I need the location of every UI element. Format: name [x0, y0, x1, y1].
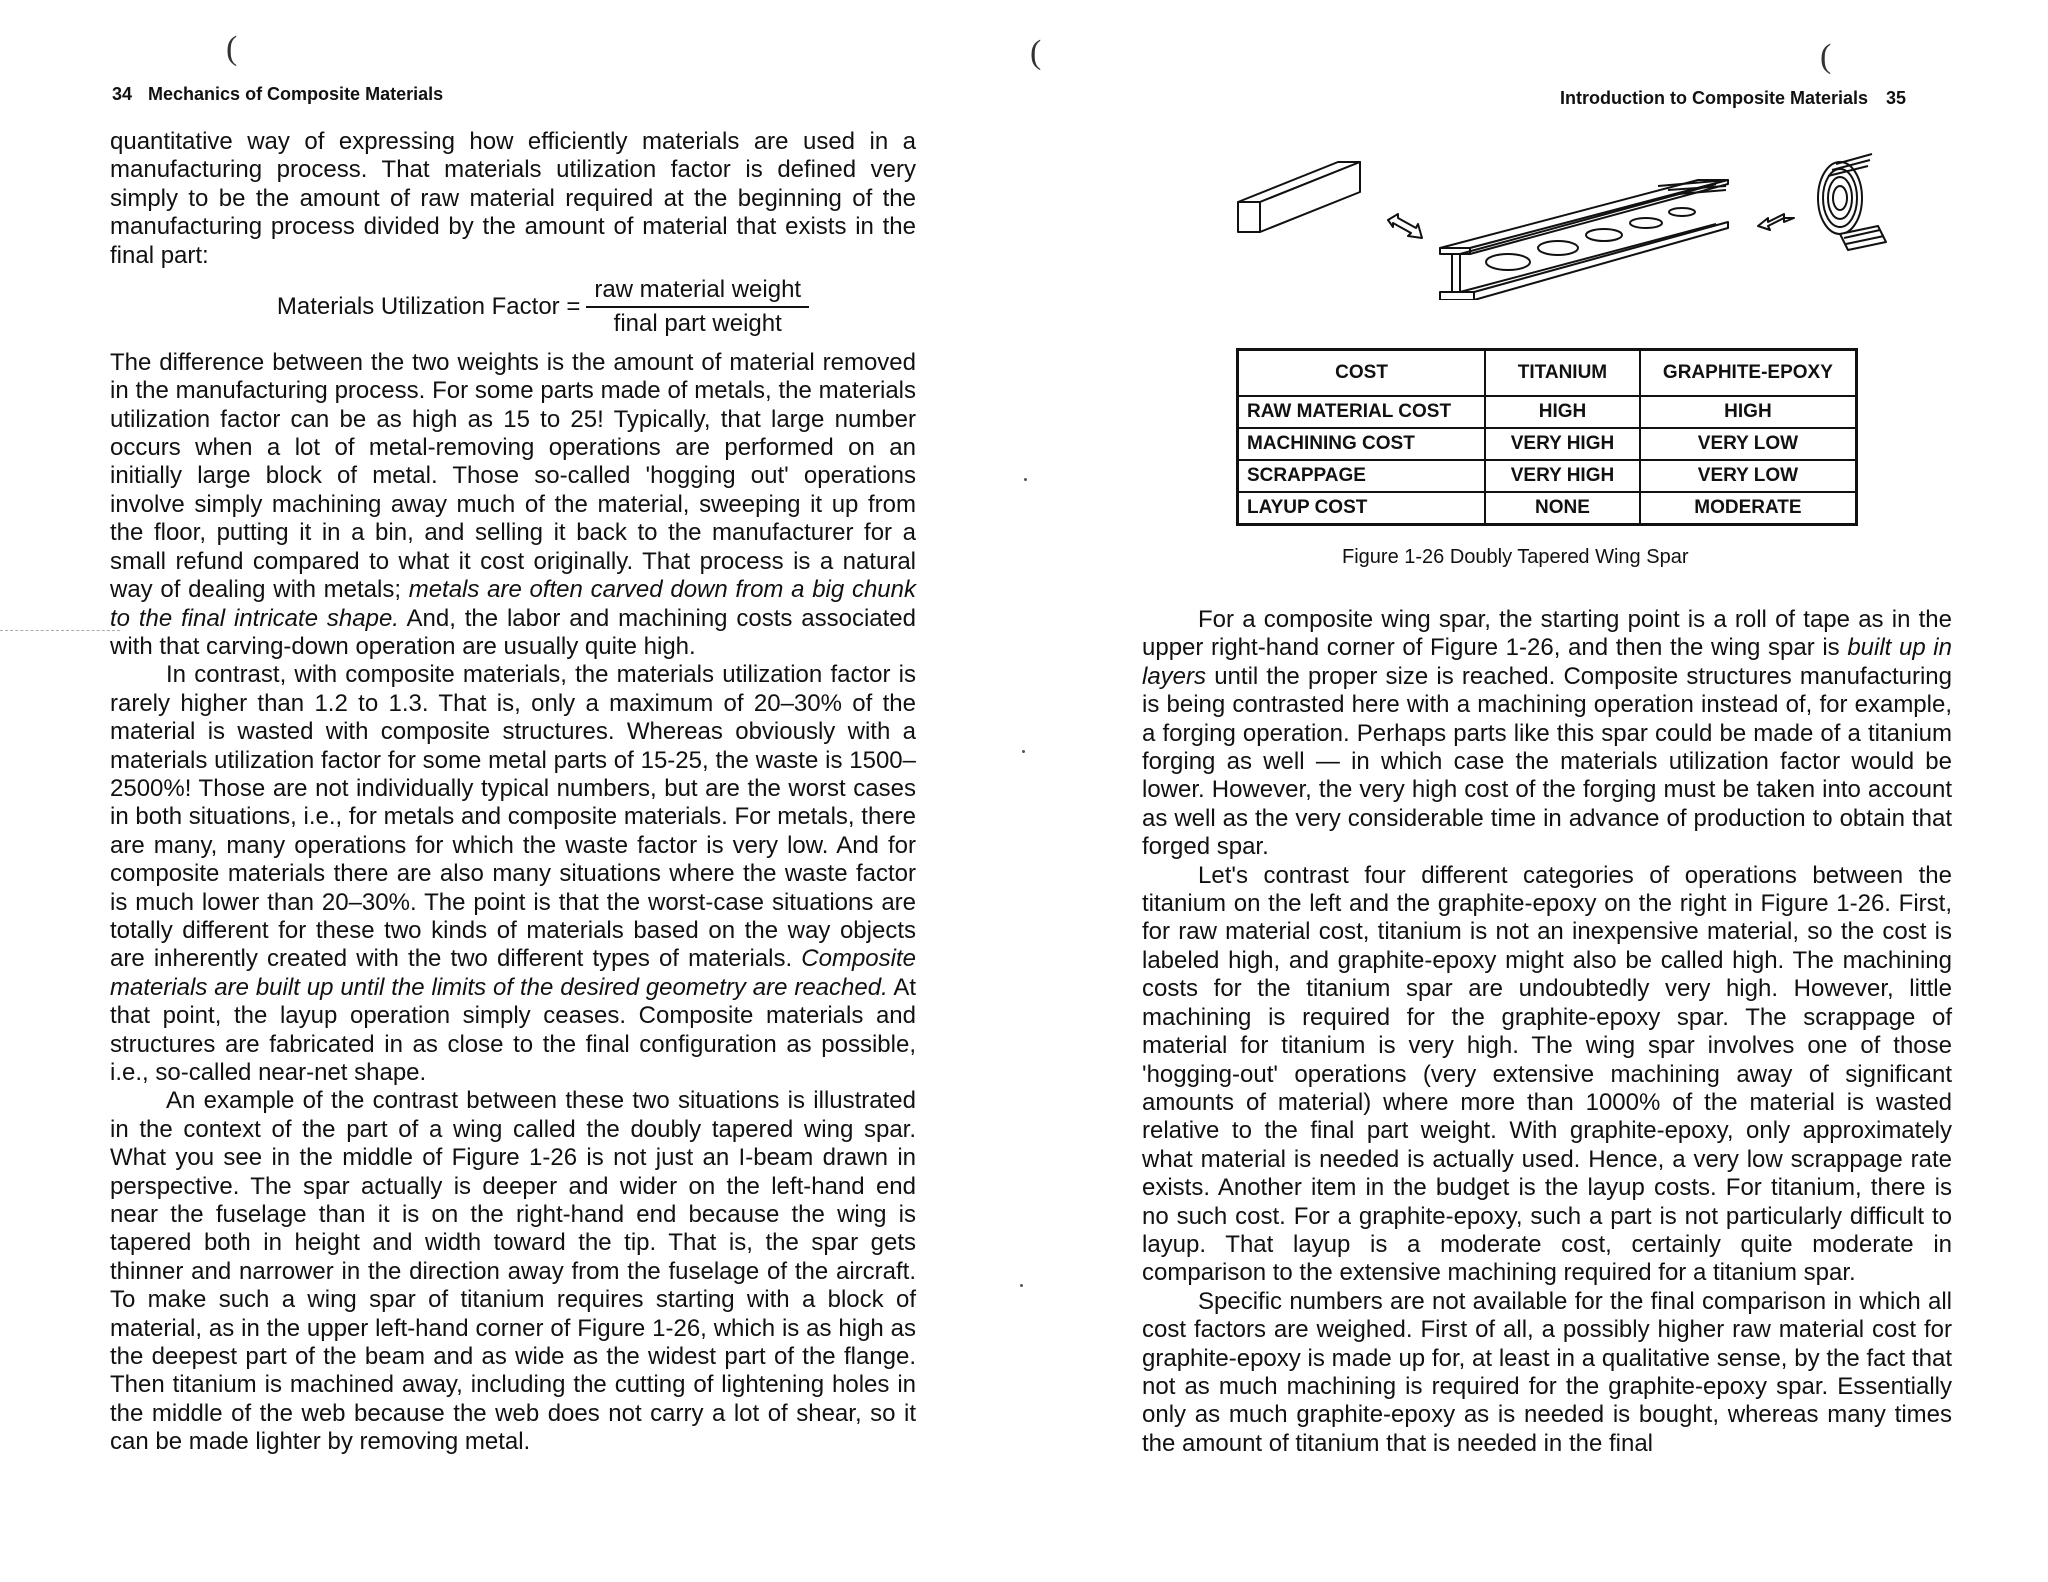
utilization-factor-formula: [110, 276, 916, 339]
arrow-left-icon: [1758, 214, 1794, 230]
table-header-cell: TITANIUM: [1485, 350, 1640, 397]
cost-comparison-table: [1236, 348, 1858, 526]
table-cell: VERY HIGH: [1485, 428, 1640, 460]
table-cell: SCRAPPAGE: [1238, 460, 1486, 492]
table-cell: NONE: [1485, 492, 1640, 525]
left-paragraph-3-text-b: At that point, the layup operation simply ceases. Composite materials and structures are fabricated in as close to the final configuration as possible, i.e., so-called near-net shape.: [110, 973, 916, 1086]
right-page-number: 35: [1886, 88, 1907, 108]
table-header-row: [1238, 350, 1857, 397]
right-paragraph-3: Specific numbers are not available for the final comparison in which all cost factors are weighed. First of all, a possibly higher raw material cost for graphite-epoxy is made up for, at least in a qualitative sense, by the fact that not as much machining is required for the graphite-epoxy spar. Essentially only as much graphite-epoxy as is needed is bought, whereas many times the amount of titanium that is needed in the final: [1142, 1287, 1952, 1457]
formula-fraction: [586, 276, 809, 339]
right-paragraph-2: Let's contrast four different categories of operations between the titanium on the left and the graphite-epoxy on the right in Figure 1-26. First, for raw material cost, titanium is not an inexpensive material, so the cost is labeled high, and graphite-epoxy might also be called high. The machining costs for the titanium spar are undoubtedly very high. However, little machining is required for the graphite-epoxy spar. The scrappage of material for titanium is very high. The wing spar involves one of those 'hogging-out' operations (very extensive machining away of significant amounts of material) where more than 1000% of the material is wasted relative to the final part weight. With graphite-epoxy, only approximately what material is needed is actually used. Hence, a very low scrappage rate exists. Another item in the budget is the layup costs. For titanium, there is no such cost. For a graphite-epoxy, such a part is not particularly difficult to layup. That layup is a moderate cost, certainly quite moderate in comparison to the extensive machining required for a titanium spar.: [1142, 861, 1952, 1287]
left-paragraph-3-text-a: In contrast, with composite materials, the materials utilization factor is rarely higher than 1.2 to 1.3. That is, only a maximum of 20–30% of the material is wasted with composite structures. Whereas obviously with a materials utilization factor for some metal parts of 15-25, the waste is 1500–2500%! Those are not individually typical numbers, but are the worst cases in both situations, i.e., for metals and composite materials. For metals, there are many, many operations for which the waste factor is very low. And for composite materials there are also many situations where the waste factor is much lower than 20–30%. The point is that the worst-case situations are totally different for these two kinds of materials based on the way objects are inherently created with the two different types of materials.: [110, 661, 916, 973]
right-paragraph-1-text-b: until the proper size is reached. Composite structures manufacturing is being contrasted here with a machining operation instead of, for example, a forging operation. Perhaps parts like this spar could be made of a titanium forging as well — in which case the materials utilization factor would be lower. However, the very high cost of the forging must be taken into account as well as the very considerable time in advance of production to obtain that forged spar.: [1142, 662, 1952, 861]
right-page-header: [1560, 88, 1906, 109]
left-paragraph-2-text-b: And, the labor and machining costs associated with that carving-down operation are usually quite high.: [110, 604, 916, 660]
formula-denominator: final part weight: [613, 310, 782, 338]
table-cell: MACHINING COST: [1238, 428, 1486, 460]
left-paragraph-1: quantitative way of expressing how efficiently materials are used in a manufacturing process. That materials utilization factor is defined very simply to be the amount of raw material required at the beginning of the manufacturing process divided by the amount of material that exists in the final part:: [110, 128, 916, 269]
scan-margin-line: [0, 630, 120, 631]
table-cell: MODERATE: [1640, 492, 1857, 525]
right-running-title: Introduction to Composite Materials: [1560, 88, 1869, 108]
scan-mark-center: (: [1030, 34, 1042, 71]
left-paragraph-2-emphasis: metals are often carved down from a big chunk to the final intricate shape.: [110, 576, 916, 632]
left-paragraph-2: [110, 349, 916, 661]
titanium-block-drawing: [1238, 162, 1360, 232]
table-cell: VERY LOW: [1640, 428, 1857, 460]
table-header-cell: GRAPHITE-EPOXY: [1640, 350, 1857, 397]
left-page-body: [110, 128, 916, 1457]
table-cell: RAW MATERIAL COST: [1238, 396, 1486, 428]
left-paragraph-3: [110, 661, 916, 1087]
table-row: [1238, 492, 1857, 525]
left-paragraph-2-text-a: The difference between the two weights is the amount of material removed in the manufacturing process. For some parts made of metals, the materials utilization factor can be as high as 15 to 25! Typically, that large number occurs when a lot of metal-removing operations are performed on an initially large block of metal. Those so-called 'hogging out' operations involve simply machining away much of the material, sweeping it up from the floor, putting it in a bin, and selling it back to the manufacturer for a small refund compared to what it cost originally. That process is a natural way of dealing with metals;: [110, 348, 916, 604]
table-cell: VERY LOW: [1640, 460, 1857, 492]
left-page-header: [112, 84, 443, 105]
table-cell: HIGH: [1640, 396, 1857, 428]
left-paragraph-4: An example of the contrast between these two situations is illustrated in the context of the part of a wing called the doubly tapered wing spar. What you see in the middle of Figure 1-26 is not just an I-beam drawn in perspective. The spar actually is deeper and wider on the left-hand end near the fuselage than it is on the right-hand end because the wing is tapered both in height and width toward the tip. That is, the spar gets thinner and narrower in the direction away from the fuselage of the aircraft. To make such a wing spar of titanium requires starting with a block of material, as in the upper left-hand corner of Figure 1-26, which is as high as the deepest part of the beam and as wide as the widest part of the flange. Then titanium is machined away, including the cutting of lightening holes in the middle of the web because the web does not carry a lot of shear, so it can be made lighter by removing metal.: [110, 1087, 916, 1456]
scan-speck: [1022, 750, 1025, 753]
wing-spar-figure: [1228, 140, 1888, 300]
scan-mark-right: (: [1820, 38, 1832, 75]
table-row: [1238, 428, 1857, 460]
formula-numerator: raw material weight: [586, 276, 809, 308]
i-beam-spar-drawing: [1440, 180, 1728, 300]
right-paragraph-1: [1142, 606, 1952, 862]
table-cell: HIGH: [1485, 396, 1640, 428]
scan-speck: [1024, 478, 1027, 481]
table-cell: LAYUP COST: [1238, 492, 1486, 525]
formula-label: Materials Utilization Factor =: [276, 293, 581, 321]
tape-roll-drawing: [1818, 154, 1886, 250]
figure-caption: Figure 1-26 Doubly Tapered Wing Spar: [1342, 546, 1689, 568]
table-row: [1238, 460, 1857, 492]
right-page-body: [1142, 606, 1952, 1458]
right-paragraph-1-text-a: For a composite wing spar, the starting point is a roll of tape as in the upper right-hand corner of Figure 1-26, and then the wing spar is: [1142, 606, 1952, 662]
right-paragraph-1-emphasis: built up in layers: [1142, 634, 1952, 690]
table-cell: VERY HIGH: [1485, 460, 1640, 492]
scan-mark-left: (: [226, 30, 238, 67]
table-row: [1238, 396, 1857, 428]
table-header-cell: COST: [1238, 350, 1486, 397]
left-page-number: 34: [112, 84, 133, 104]
scan-speck: [1020, 1284, 1023, 1287]
arrow-right-icon: [1388, 214, 1422, 238]
left-paragraph-3-emphasis: Composite materials are built up until the limits of the desired geometry are reached.: [110, 945, 916, 1001]
left-running-title: Mechanics of Composite Materials: [148, 84, 444, 104]
